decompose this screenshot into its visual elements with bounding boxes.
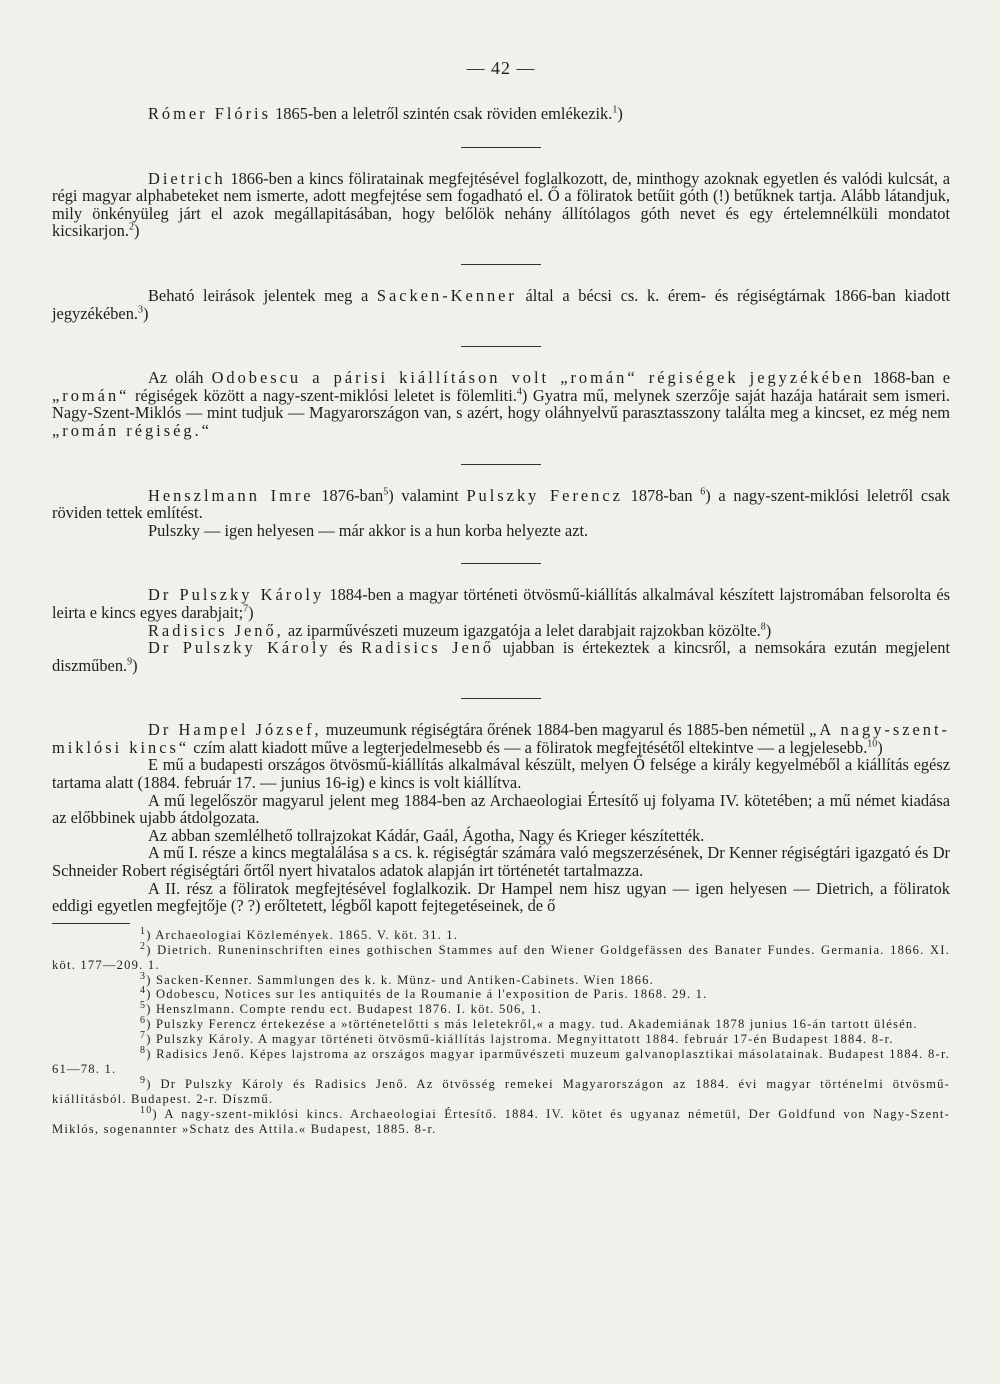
footnote-ref[interactable]: 3 (138, 304, 144, 316)
paragraph-radisics: Radisics Jenő, az iparművészeti muzeum igazgatója a lelet darabjait rajzokban közölte.$^8$) (148, 620, 772, 640)
section-divider (461, 147, 541, 148)
paragraph-text: által a bécsi cs. k. érem- és régiségtárnak 1866-ban kiadott jegyzékében. (52, 285, 951, 323)
footnote-text: Sacken-Kenner. Sammlungen des k. k. Münz- und Antiken-Cabinets. Wien 1866. (155, 972, 654, 987)
footnote-mark: 8 (140, 1044, 147, 1056)
footnote: $^9$) Dr Pulszky Károly és Radisics Jenő. Az ötvösség remekei Magyarországon az 1884. évi magyar történelmi ötvösmű-kiállításból. Budapest. 2-r. Díszmű. (52, 1074, 950, 1106)
paragraph-henszlmann: Henszlmann Imre 1876-ban$^5$) valamint Pulszky Ferencz 1878-ban $^6$) a nagy-szent-miklósi leletről csak röviden tettek említést. (52, 485, 950, 523)
footnote-mark: 3 (140, 970, 147, 982)
paragraph-text: és (330, 638, 362, 658)
footnote-mark: 10 (140, 1104, 153, 1116)
footnote: $^2$) Dietrich. Runeninschriften eines gothischen Stammes auf den Wiener Goldgefässen des Banater Fundes. Germania. 1866. XI. köt. 177—209. 1. (52, 940, 950, 972)
footnote-mark: 7 (140, 1029, 147, 1041)
author-name: Radisics Jenő (361, 638, 495, 658)
author-name: Dietrich (148, 168, 226, 188)
paragraph-text: muzeumunk régiségtára őrének 1884-ben magyarul és 1885-ben németül (321, 720, 810, 740)
footnote-mark: 5 (140, 1000, 147, 1012)
paragraph-text: Gyatra mű, melynek szerzője saját hazája határait sem ismeri. Nagy-Szent-Miklós — mint tudjuk — Magyarországon van, s azért, hogy oláhnyelvű parasztasszony találta meg a kincset, ez még nem (52, 385, 950, 423)
footnote-ref[interactable]: 4 (516, 386, 522, 398)
footnote-text: Dr Pulszky Károly és Radisics Jenő. Az ötvösség remekei Magyarországon az 1884. évi magyar történelmi ötvösmű-kiállításból. Budapest. 2-r. Díszmű. (52, 1076, 950, 1106)
footnote-mark: 2 (140, 940, 147, 952)
author-name: Odobescu a párisi kiállításon volt „román“ régiségek jegyzékében (211, 368, 865, 388)
paragraph-exhibition (52, 756, 950, 791)
paragraph-hampel: Dr Hampel József, muzeumunk régiségtára őrének 1884-ben magyarul és 1885-ben németül „A nagy-szent-miklósi kincs“ czím alatt kiadott műve a legterjedelmesebb és — a föliratok megfejtésétől eltekintve — a legjelesebb.$^{10}$) (52, 720, 950, 757)
footnote: $^3$) Sacken-Kenner. Sammlungen des k. k. Münz- und Antiken-Cabinets. Wien 1866. (140, 970, 654, 987)
section-divider (461, 264, 541, 265)
page-number: — 42 — (466, 58, 536, 78)
paragraph-text: 1866-ben a kincs föliratainak megfejtésével foglalkozott, de, minthogy azoknak egyetlen és valódi kulcsát, a régi magyar alphabeteket nem ismerte, adott megfejtése sem fogadható el. Ő a föliratok betűit góth (!) betűknek tartja. Alább látandjuk, mily önkényüleg járt el azok megállapitásában, hogy belőlök nehány állítólagos góth nevet és egy értelemnélküli mondatot kicsikarjon. (52, 168, 950, 241)
section-divider (461, 563, 541, 564)
paragraph-text: az iparművészeti muzeum igazgatója a lelet darabjait rajzokban közölte. (283, 620, 761, 640)
footnote: $^1$) Archaeologiai Közlemények. 1865. V. köt. 31. 1. (140, 925, 459, 942)
section-divider (461, 464, 541, 465)
author-name: Pulszky Ferencz (466, 485, 623, 505)
footnote-ref[interactable]: 10 (867, 738, 878, 750)
work-title: „A nagy-szent-miklósi kincs“ (52, 720, 950, 757)
footnote: $^7$) Pulszky Károly. A magyar történeti ötvösmű-kiállítás lajstroma. Megnyittatott 1884. február 17-én Budapest 1884. 8-r. (140, 1029, 894, 1047)
footnotes (52, 925, 950, 1137)
paragraph-part-one (52, 844, 950, 879)
emphasis-text: „román“ (52, 385, 130, 405)
paragraph-sacken-kenner: Beható leirások jelentek meg a Sacken-Kenner által a bécsi cs. k. érem- és régiségtárnak 1866-ban kiadott jegyzékében.$^3$) (52, 285, 951, 323)
footnote-text: Dietrich. Runeninschriften eines gothischen Stammes auf den Wiener Goldgefässen des Banater Fundes. Germania. 1866. XI. köt. 177—209. 1. (52, 942, 950, 972)
paragraph-pulszky-note (52, 522, 950, 540)
paragraph-text: czím alatt kiadott műve a legterjedelmesebb és — a föliratok megfejtésétől eltekintve — a legjelesebb. (189, 737, 868, 757)
footnote-text: Pulszky Károly. A magyar történeti ötvösmű-kiállítás lajstroma. Megnyittatott 1884. február 17-én Budapest 1884. 8-r. (155, 1032, 894, 1047)
footnote-mark: 6 (140, 1015, 147, 1027)
footnote: $^5$) Henszlmann. Compte rendu ect. Budapest 1876. I. köt. 506, 1. (140, 1000, 543, 1017)
footnote-ref[interactable]: 8 (760, 621, 766, 633)
emphasis-text: „román régiség.“ (52, 420, 212, 440)
footnote: $^{10}$) A nagy-szent-miklósi kincs. Archaeologiai Értesítő. 1884. IV. kötet és ugyanaz németül, Der Goldfund von Nagy-Szent-Miklós, sogenannter »Schatz des Attila.« Budapest, 1885. 8-r. (52, 1104, 950, 1136)
footnote: $^4$) Odobescu, Notices sur les antiquités de la Roumanie á l'exposition de Paris. 1868. 29. 1. (140, 985, 708, 1002)
paragraph-pulszky-karoly: Dr Pulszky Károly 1884-ben a magyar történeti ötvösmű-kiállítás alkalmával készített lajstromában felsorolta és leirta e kincs egyes darabjait;$^7$) (52, 585, 950, 622)
footnote: $^8$) Radisics Jenő. Képes lajstroma az országos magyar iparművészeti muzeum galvanoplasztikai másolatainak. Budapest 1884. 8-r. 61—78. 1. (52, 1044, 950, 1076)
author-name: Henszlmann Imre (148, 485, 314, 505)
footnote-mark: 4 (140, 985, 147, 997)
paragraph-text: a nagy-szent-miklósi leletről csak röviden tettek említést. (52, 485, 950, 523)
paragraph-text: régiségek között a nagy-szent-miklósi leletet is fölemliti. (129, 385, 517, 405)
paragraph-text: Beható leirások jelentek meg a (148, 285, 377, 305)
paragraph-text: Az oláh (148, 368, 212, 388)
footnote-text: Henszlmann. Compte rendu ect. Budapest 1876. I. köt. 506, 1. (155, 1002, 543, 1017)
footnote-ref[interactable]: 1 (612, 104, 618, 116)
paragraph-text: A mű I. része a kincs megtalálása s a cs. k. régiségtár számára való megszerzésének, Dr Kenner régiségtári igazgató és Dr Schneider Robert régiségtári őrtől nyert hivatalos adatok alapján irt történetét tartalmazza. (52, 843, 950, 881)
footnote-ref[interactable]: 7 (243, 603, 249, 615)
paragraph-edition (52, 792, 950, 827)
footnote-text: Archaeologiai Közlemények. 1865. V. köt. 31. 1. (155, 927, 459, 942)
footnote-mark: 9 (140, 1074, 147, 1086)
author-name: Dr Hampel József, (148, 720, 322, 740)
footnote-mark: 1 (140, 925, 147, 937)
footnote: $^6$) Pulszky Ferencz értekezése a »történetelőtti s más leletekről,« a magy. tud. Akademiának 1878 junius 16-án tartott ülésén. (140, 1015, 918, 1032)
paragraph-text: A II. rész a föliratok megfejtésével foglalkozik. Dr Hampel nem hisz ugyan — igen helyesen — Dietrich, a föliratok eddigi egyetlen megfejtője (? ?) erőltetett, légből kapott fejtegetéseinek, de ő (52, 878, 950, 916)
paragraph-odobescu: Az oláh Odobescu a párisi kiállításon volt „román“ régiségek jegyzékében 1868-ban e „román“ régiségek között a nagy-szent-miklósi leletet is fölemliti.$^4$) Gyatra mű, melynek szerzője saját hazája határait sem ismeri. Nagy-Szent-Miklós — mint tudjuk — Magyarországon van, s azért, hogy oláhnyelvű parasztasszony találta meg a kincset, ez még nem „román régiség.“ (52, 368, 950, 440)
author-name: Radisics Jenő, (148, 620, 284, 640)
paragraph-text: 1878-ban (622, 485, 701, 505)
paragraph-text: 1884-ben a magyar történeti ötvösmű-kiállítás alkalmával készített lajstromában felsorolta és leirta e kincs egyes darabjait; (52, 585, 950, 622)
paragraph-text: ujabban is értekeztek a kincsről, a nemsokára ezután megjelent diszműben. (52, 638, 951, 675)
paragraph-dietrich: Dietrich 1866-ben a kincs föliratainak megfejtésével foglalkozott, de, minthogy azoknak egyetlen és valódi kulcsát, a régi magyar alphabeteket nem ismerte, adott megfejtése sem fogadható el. Ő a föliratok betűit góth (!) betűknek tartja. Alább látandjuk, mily önkényüleg járt el azok megállapitásában, hogy belőlök nehány állítólagos góth nevet és egy értelemnélküli mondatot kicsikarjon.$^2$) (52, 168, 950, 241)
footnote-ref[interactable]: 9 (127, 656, 133, 668)
author-name: Dr Pulszky Károly (148, 638, 331, 658)
footnote-text: Radisics Jenő. Képes lajstroma az országos magyar iparművészeti muzeum galvanoplasztikai másolatainak. Budapest 1884. 8-r. 61—78. 1. (52, 1047, 950, 1076)
author-name: Rómer Flóris (148, 104, 271, 123)
paragraph-text: Az abban szemlélhető tollrajzokat Kádár, Gaál, Ágotha, Nagy és Krieger készítették. (148, 825, 705, 845)
paragraph-diszmu: Dr Pulszky Károly és Radisics Jenő ujabban is értekeztek a kincsről, a nemsokára ezután megjelent diszműben.$^9$) (52, 638, 951, 675)
section-divider (461, 698, 541, 699)
paragraph-text: valamint (393, 485, 467, 505)
author-name: Sacken-Kenner (376, 285, 517, 305)
footnotes-divider (52, 923, 130, 924)
footnote-ref[interactable]: 6 (700, 486, 706, 498)
paragraph-text: E mű a budapesti országos ötvösmű-kiállítás alkalmával készült, melyen Ő felsége a király kegyelméből a kiállítás egész tartama alatt (1884. február 17. — junius 16-ig) e kincs is volt kiállítva. (52, 755, 950, 793)
footnote-text: Odobescu, Notices sur les antiquités de la Roumanie á l'exposition de Paris. 1868. 29. 1. (155, 987, 708, 1002)
paragraph-drawings (52, 827, 950, 845)
author-name: Dr Pulszky Károly (148, 585, 325, 605)
paragraph-text: 1876-ban (313, 485, 384, 505)
footnote-ref[interactable]: 2 (128, 221, 134, 233)
paragraph-text: Pulszky — igen helyesen — már akkor is a hun korba helyezte azt. (148, 520, 589, 540)
paragraph-part-two (52, 880, 950, 915)
footnote-text: Pulszky Ferencz értekezése a »történetelőtti s más leletekről,« a magy. tud. Akademiának 1878 junius 16-án tartott ülésén. (155, 1017, 918, 1032)
paragraph-romer: Rómer Flóris 1865-ben a leletről szintén csak röviden emlékezik.$^1$) (148, 104, 623, 123)
section-divider (461, 346, 541, 347)
paragraph-text: A mű legelőször magyarul jelent meg 1884-ben az Archaeologiai Értesítő uj folyama IV. kötetében; a mű német kiadása az előbbinek ujabb átdolgozata. (52, 790, 950, 828)
paragraph-text: 1865-ben a leletről szintén csak röviden emlékezik. (270, 104, 613, 123)
footnote-ref[interactable]: 5 (383, 486, 389, 498)
paragraph-text: 1868-ban e (864, 368, 950, 388)
footnote-text: A nagy-szent-miklósi kincs. Archaeologiai Értesítő. 1884. IV. kötet és ugyanaz németül, Der Goldfund von Nagy-Szent-Miklós, sogenannter »Schatz des Attila.« Budapest, 1885. 8-r. (52, 1106, 950, 1136)
